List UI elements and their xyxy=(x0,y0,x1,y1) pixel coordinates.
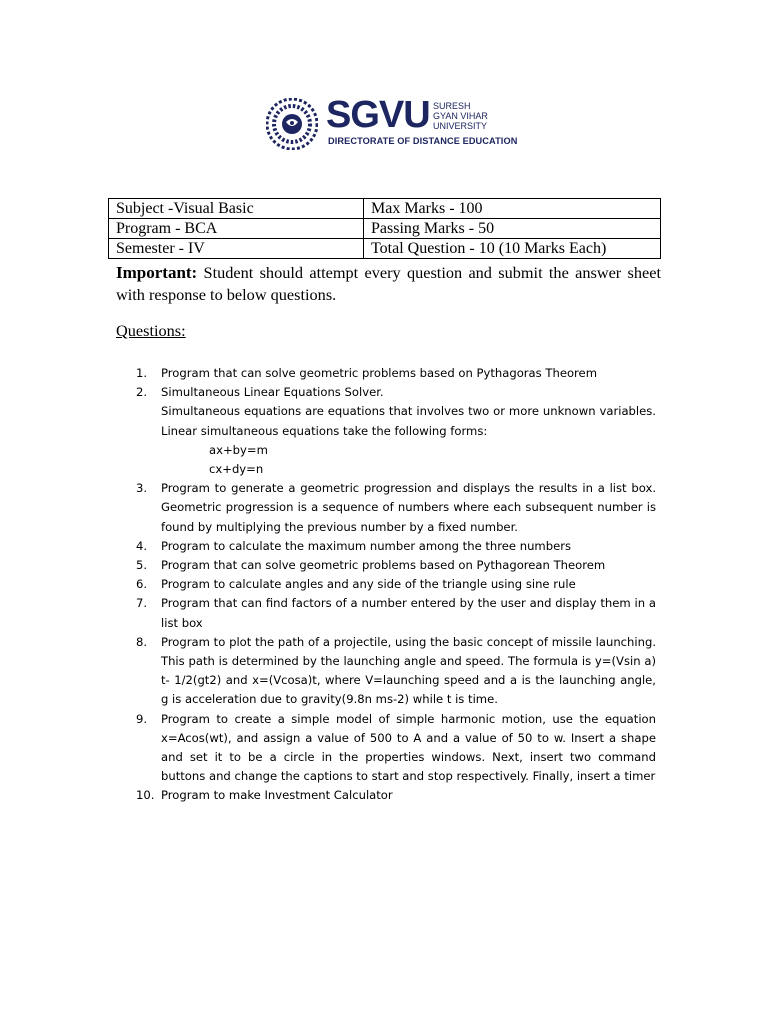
question-number: 1. xyxy=(136,366,148,380)
university-emblem-icon xyxy=(266,98,318,150)
important-label: Important: xyxy=(116,263,198,282)
list-item xyxy=(136,710,656,787)
equation-line: ax+by=m xyxy=(209,442,268,457)
logo-university-name: SURESH GYAN VIHAR UNIVERSITY xyxy=(433,101,488,131)
question-text: Program to generate a geometric progression and displays the results in a list box. Geometric progression is a sequence of numbers where each subsequent number is found by multiplying the previous number by a fixed number. xyxy=(161,481,656,534)
list-item xyxy=(136,786,656,805)
program-cell: Program - BCA xyxy=(109,219,364,239)
table-row xyxy=(109,239,661,259)
sgvu-logo xyxy=(266,94,518,152)
logo-directorate-text: DIRECTORATE OF DISTANCE EDUCATION xyxy=(328,136,518,146)
question-text: Program to make Investment Calculator xyxy=(161,788,393,803)
question-text: Simultaneous Linear Equations Solver. xyxy=(161,385,384,400)
question-number: 8. xyxy=(136,634,148,649)
important-text: Student should attempt every question and submit the answer sheet with response to below questions. xyxy=(116,263,661,304)
question-number: 10. xyxy=(136,788,155,803)
questions-list xyxy=(136,364,656,806)
table-row xyxy=(109,219,661,239)
question-number: 7. xyxy=(136,596,148,611)
question-text: Program to calculate the maximum number among the three numbers xyxy=(161,538,572,553)
list-item xyxy=(136,364,656,383)
question-text: Program to create a simple model of simple harmonic motion, use the equation x=Acos(wt), and assign a value of 500 to A and a value of 50 to w. Insert a shape and set it to be a circle in the properties windows. Next, insert two command buttons and change the captions to start and stop respectively. Finally, insert a timer xyxy=(161,711,656,784)
list-item xyxy=(136,556,656,575)
total-question-cell: Total Question - 10 (10 Marks Each) xyxy=(364,239,661,259)
question-number: 3. xyxy=(136,481,148,496)
exam-info-table xyxy=(108,198,661,259)
important-note xyxy=(116,262,661,306)
question-text: Program that can solve geometric problems based on Pythagorean Theorem xyxy=(161,558,606,573)
logo-wordmark: SGVU xyxy=(326,94,430,136)
list-item xyxy=(136,575,656,594)
questions-heading: Questions: xyxy=(116,321,186,340)
list-item xyxy=(136,479,656,537)
question-detail: Simultaneous equations are equations that involves two or more unknown variables. Linear simultaneous equations take the following forms: xyxy=(161,404,656,438)
subject-cell: Subject -Visual Basic xyxy=(109,199,364,219)
question-number: 5. xyxy=(136,558,148,573)
question-text: Program to plot the path of a projectile, using the basic concept of missile launching. This path is determined by the launching angle and speed. The formula is y=(Vsin a) t- 1/2(gt2) and x=(Vcosa)t, where V=launching speed and a is the launching angle, g is acceleration due to gravity(9.8n ms-2) while t is time. xyxy=(161,634,656,707)
question-number: 9. xyxy=(136,711,148,726)
question-number: 4. xyxy=(136,538,148,553)
question-text: Program that can solve geometric problems based on Pythagoras Theorem xyxy=(161,366,597,380)
semester-cell: Semester - IV xyxy=(109,239,364,259)
question-text: Program that can find factors of a number entered by the user and display them in a list box xyxy=(161,596,656,630)
list-item xyxy=(136,537,656,556)
equation-line: cx+dy=n xyxy=(209,462,264,477)
question-text: Program to calculate angles and any side of the triangle using sine rule xyxy=(161,577,576,592)
table-row xyxy=(109,199,661,219)
list-item xyxy=(136,633,656,710)
question-number: 2. xyxy=(136,385,148,400)
passing-marks-cell: Passing Marks - 50 xyxy=(364,219,661,239)
list-item xyxy=(136,594,656,632)
list-item xyxy=(136,383,656,479)
question-number: 6. xyxy=(136,577,148,592)
max-marks-cell: Max Marks - 100 xyxy=(364,199,661,219)
